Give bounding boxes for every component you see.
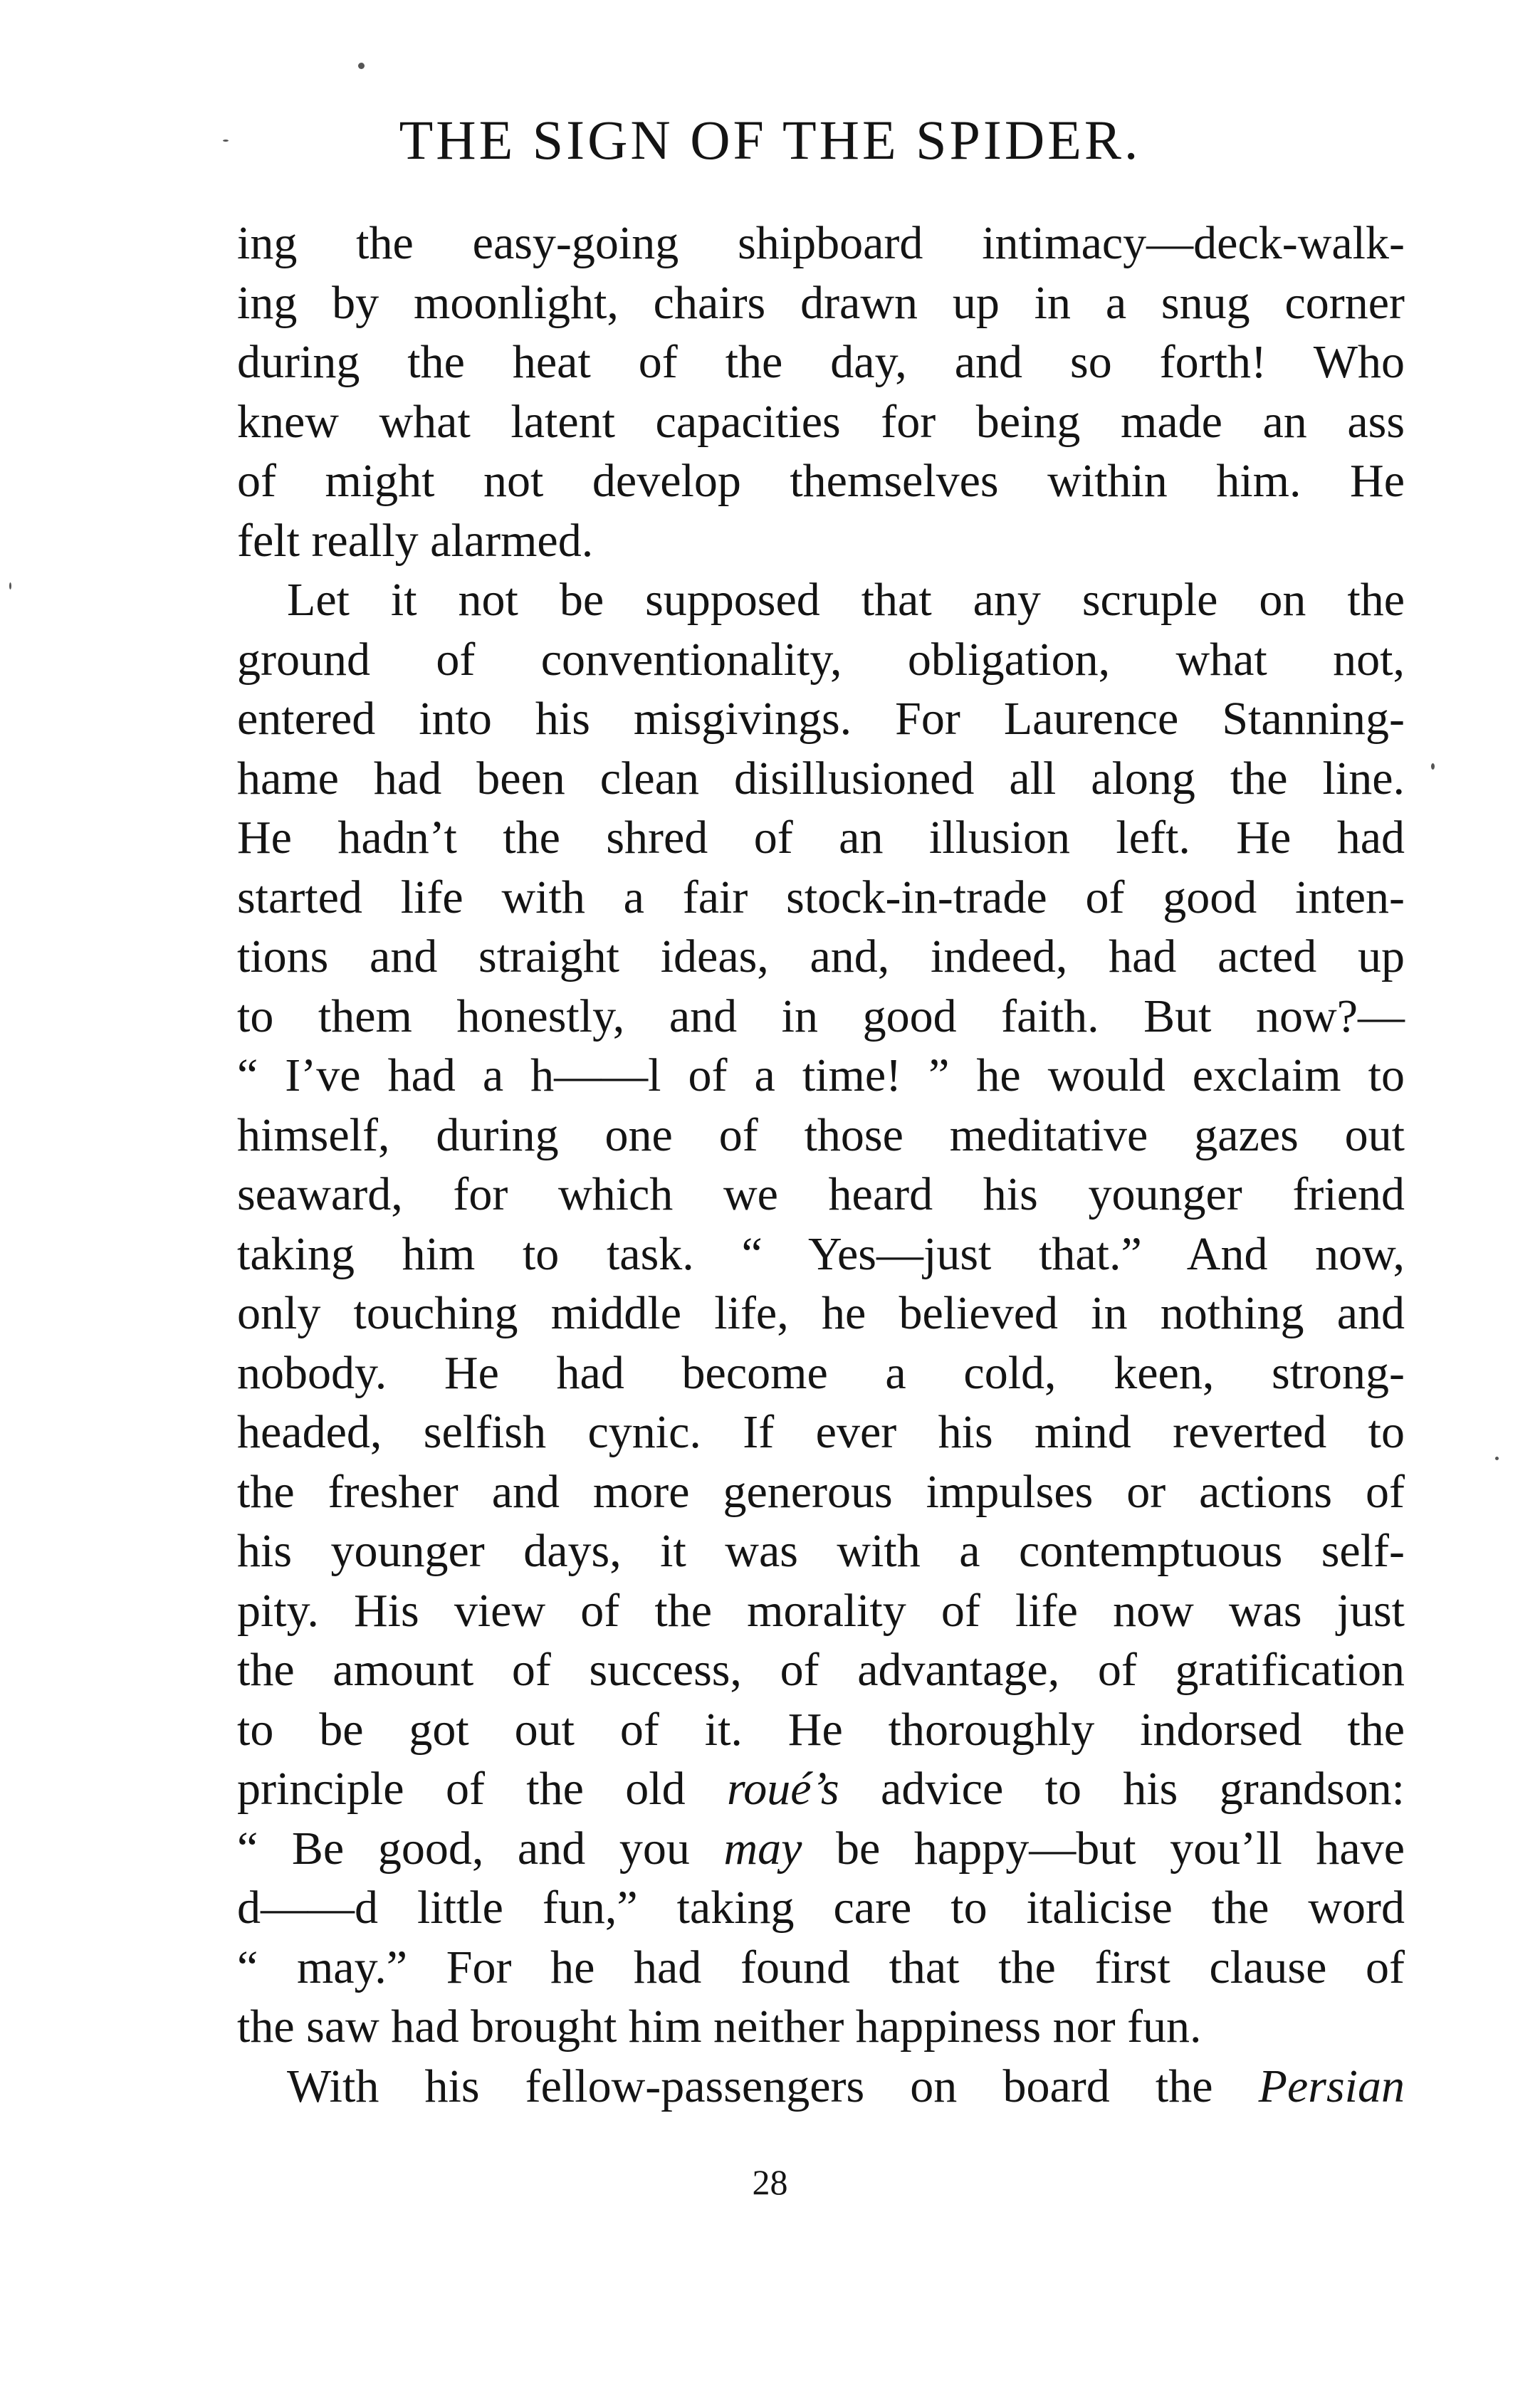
text-line: Let it not be supposed that any scruple on the (287, 574, 1405, 626)
text-line: pity. His view of the morality of life now was just (237, 1584, 1405, 1637)
ink-speck (1431, 763, 1435, 770)
body-text (237, 214, 1405, 2116)
text-line: the saw had brought him neither happiness nor fun. (237, 2001, 1202, 2053)
text-line: ing the easy-going shipboard intimacy—deck-walk- (237, 217, 1405, 269)
text-line: only touching middle life, he believed in nothing and (237, 1287, 1405, 1339)
text-line: entered into his misgivings. For Laurence Stanning- (237, 693, 1405, 745)
text-line: his younger days, it was with a contemptuous self- (237, 1525, 1405, 1577)
text-line: during the heat of the day, and so forth! Who (237, 336, 1405, 388)
italic-word: roué’s (726, 1763, 839, 1815)
ink-speck (9, 582, 11, 589)
text-line: knew what latent capacities for being made an ass (237, 395, 1405, 448)
text-line: nobody. He had become a cold, keen, strong- (237, 1346, 1405, 1399)
text-line: principle of the old roué’s advice to his grandson: (237, 1763, 1405, 1815)
text-line: the fresher and more generous impulses or actions of (237, 1465, 1405, 1518)
ink-speck (223, 140, 229, 142)
text-line: tions and straight ideas, and, indeed, had acted up (237, 931, 1405, 982)
text-line: “ may.” For he had found that the first clause of (237, 1941, 1405, 1993)
text-line: ground of conventionality, obligation, what not, (237, 633, 1405, 686)
text-line: started life with a fair stock-in-trade of good inten- (237, 871, 1405, 923)
text-line: seaward, for which we heard his younger friend (237, 1168, 1405, 1220)
text-line: felt really alarmed. (237, 514, 594, 567)
text-line: d——d little fun,” taking care to italicise the word (237, 1882, 1405, 1934)
page-number: 28 (752, 2162, 788, 2202)
text-line: to them honestly, and in good faith. But now?— (237, 990, 1405, 1042)
text-line: the amount of success, of advantage, of gratification (237, 1644, 1405, 1696)
text-line: hame had been clean disillusioned all along the line. (237, 752, 1405, 804)
text-line: himself, during one of those meditative gazes out (237, 1108, 1405, 1161)
running-head: THE SIGN OF THE SPIDER. (399, 109, 1141, 171)
text-line: He hadn’t the shred of an illusion left. He had (237, 812, 1405, 864)
text-line: of might not develop themselves within him. He (237, 455, 1405, 507)
italic-word: Persian (1258, 2060, 1405, 2112)
ink-speck (1495, 1457, 1499, 1460)
text-line: taking him to task. “ Yes—just that.” And now, (237, 1227, 1405, 1280)
italic-word: may (723, 1822, 802, 1875)
text-line: to be got out of it. He thoroughly indorsed the (237, 1703, 1405, 1756)
ink-speck (358, 63, 365, 69)
text-line: “ I’ve had a h——l of a time! ” he would exclaim to (237, 1049, 1405, 1101)
text-line: ing by moonlight, chairs drawn up in a snug corner (237, 276, 1405, 329)
text-line: “ Be good, and you may be happy—but you’ll have (237, 1822, 1405, 1875)
text-line: With his fellow-passengers on board the Persian (287, 2060, 1405, 2112)
text-line: headed, selfish cynic. If ever his mind reverted to (237, 1406, 1405, 1458)
